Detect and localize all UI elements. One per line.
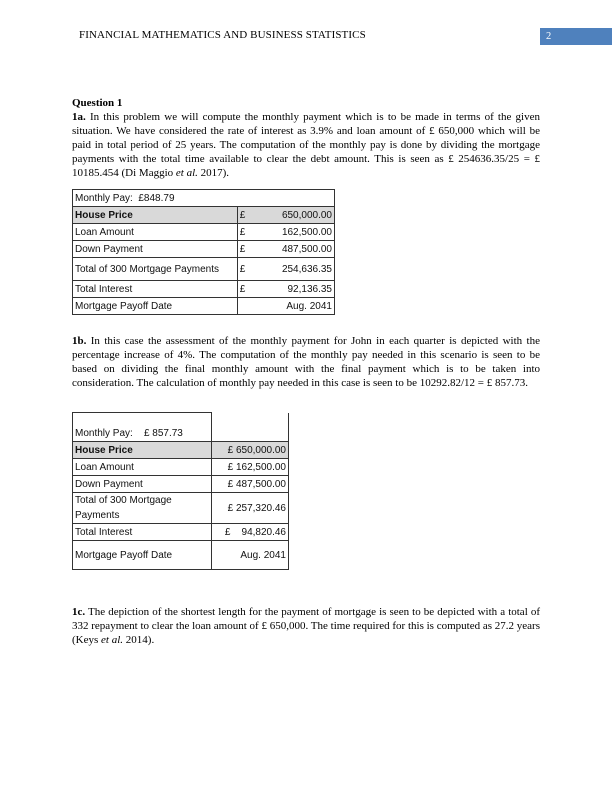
table2-value: £ 650,000.00: [211, 442, 288, 459]
text-1c-part1: The depiction of the shortest length for the payment of mortgage is seen to be depicted with a total of 332 repayment to clear the loan amount of £ 650,000. The time required for this is computed as 27.2 years (Keys: [72, 606, 540, 646]
table2-monthly-pay-label: Monthly Pay:: [75, 427, 133, 439]
page-header: [0, 26, 612, 46]
table1-monthly-pay-row: [73, 190, 335, 207]
table1-label: Total of 300 Mortgage Payments: [73, 258, 238, 281]
et-al-1a: et al.: [175, 167, 198, 179]
table1-label: Loan Amount: [73, 224, 238, 241]
document-body-1b: [72, 334, 540, 390]
label-1a: 1a.: [72, 111, 86, 123]
table2-label: Total of 300 Mortgage Payments: [73, 493, 212, 524]
text-1a-part2: 2017).: [197, 167, 230, 179]
table1-row: [73, 258, 335, 281]
table1-value: 650,000.00: [273, 207, 335, 224]
paragraph-1a: [72, 110, 540, 180]
page-number: 2: [540, 28, 612, 45]
table1-row: [73, 298, 335, 315]
table2-row: [73, 459, 289, 476]
document-body: [72, 96, 540, 180]
table1-row: [73, 281, 335, 298]
table1-currency: £: [237, 258, 272, 281]
table1-value: 487,500.00: [273, 241, 335, 258]
table2-row: [73, 524, 289, 541]
table1-currency: £: [237, 241, 272, 258]
table1-currency: £: [237, 224, 272, 241]
table2-value: Aug. 2041: [211, 541, 288, 570]
table2-value: £ 487,500.00: [211, 476, 288, 493]
table2-row: [73, 541, 289, 570]
table2-row: [73, 476, 289, 493]
text-1b: In this case the assessment of the monthly payment for John in each quarter is depicted with the percentage increase of 4%. The computation of the monthly pay needed in this scenario is seen to be based on dividing the final monthly amount with the final payment which is to be taken into consideration. The calculation of monthly pay needed in this case is seen to be 10292.82/12 = £ 857.73.: [72, 335, 540, 389]
table2-monthly-pay-value: £ 857.73: [143, 427, 183, 439]
table1-monthly-pay-label: Monthly Pay:: [75, 192, 133, 204]
table2-value: £ 94,820.46: [211, 524, 288, 541]
table2-monthly-pay-row: [73, 425, 289, 442]
table1-row: [73, 224, 335, 241]
table2-value: £ 257,320.46: [211, 493, 288, 524]
table2-label: Loan Amount: [73, 459, 212, 476]
table1-monthly-pay-value: £848.79: [138, 192, 175, 204]
table1-label: Down Payment: [73, 241, 238, 258]
table2-row: [73, 493, 289, 524]
table1-label: Mortgage Payoff Date: [73, 298, 238, 315]
table1-row: [73, 207, 335, 224]
table1-row: [73, 241, 335, 258]
label-1b: 1b.: [72, 335, 87, 347]
text-1c-part2: 2014).: [123, 634, 155, 646]
table2-value: £ 162,500.00: [211, 459, 288, 476]
table1-currency: [237, 298, 272, 315]
mortgage-table-1: [72, 189, 335, 315]
table2-row: [73, 442, 289, 459]
mortgage-table-2: [72, 412, 289, 570]
table1-value: 254,636.35: [273, 258, 335, 281]
table1-currency: £: [237, 281, 272, 298]
table1-currency: £: [237, 207, 272, 224]
table2-label: Total Interest: [73, 524, 212, 541]
table1-value: 162,500.00: [273, 224, 335, 241]
table1-label: Total Interest: [73, 281, 238, 298]
table1-value: Aug. 2041: [273, 298, 335, 315]
table2-spacer-row: [73, 413, 289, 426]
paragraph-1b: [72, 334, 540, 390]
table2-label: Down Payment: [73, 476, 212, 493]
table2-label: House Price: [73, 442, 212, 459]
table2-label: Mortgage Payoff Date: [73, 541, 212, 570]
document-body-1c: [72, 605, 540, 647]
paragraph-1c: [72, 605, 540, 647]
text-1a-part1: In this problem we will compute the monthly payment which is to be made in terms of the given situation. We have considered the rate of interest as 3.9% and loan amount of £ 650,000 which will be paid in total period of 25 years. The computation of the monthly pay is done by dividing the mortgage payments with the total time available to clear the debt amount. This is seen as £ 254636.35/25 = £ 10185.454 (Di Maggio: [72, 111, 540, 179]
question-heading: Question 1: [72, 97, 123, 109]
table1-label: House Price: [73, 207, 238, 224]
et-al-1c: et al.: [101, 634, 124, 646]
label-1c: 1c.: [72, 606, 86, 618]
running-head: FINANCIAL MATHEMATICS AND BUSINESS STATISTICS: [79, 29, 366, 41]
table1-value: 92,136.35: [273, 281, 335, 298]
